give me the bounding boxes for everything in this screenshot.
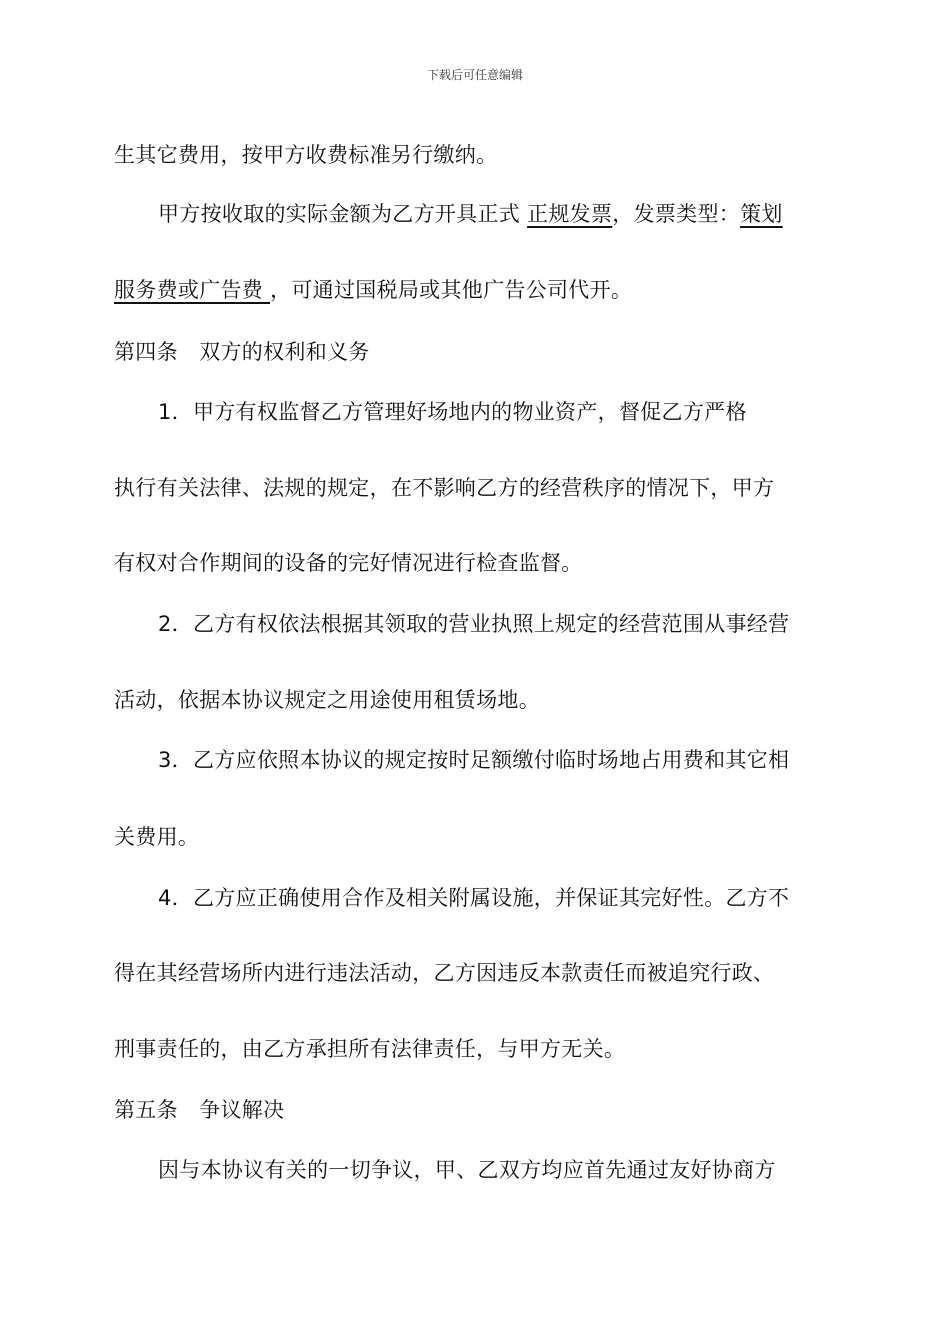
underlined-field-fee-type: 策划 <box>740 202 783 226</box>
clause-1-line-2: 执行有关法律、法规的规定，在不影响乙方的经营秩序的情况下，甲方 <box>114 476 775 500</box>
page-header-note: 下载后可任意编辑 <box>426 68 523 82</box>
dispute-line-1: 因与本协议有关的一切争议，甲、乙双方均应首先通过友好协商方 <box>158 1158 776 1182</box>
text-segment: 甲方按收取的实际金额为乙方开具正式 <box>158 202 528 226</box>
clause-3-line-1: 3．乙方应依照本协议的规定按时足额缴付临时场地占用费和其它相 <box>158 748 790 772</box>
clause-2-line-1: 2．乙方有权依法根据其领取的营业执照上规定的经营范围从事经营 <box>158 612 790 636</box>
clause-2-line-2: 活动，依据本协议规定之用途使用租赁场地。 <box>114 688 540 712</box>
clause-4-line-1: 4．乙方应正确使用合作及相关附属设施，并保证其完好性。乙方不 <box>158 886 790 910</box>
text-segment: ，发票类型： <box>612 202 741 226</box>
section-heading-4: 第四条 双方的权利和义务 <box>114 340 370 364</box>
underlined-field-fee-type-cont: 服务费或广告费 <box>114 278 271 302</box>
clause-3-line-2: 关费用。 <box>114 825 200 849</box>
paragraph-line-invoice <box>158 200 783 228</box>
clause-1-line-1: 1．甲方有权监督乙方管理好场地内的物业资产，督促乙方严格 <box>158 400 747 424</box>
section-heading-5: 第五条 争议解决 <box>114 1098 285 1122</box>
underlined-field-invoice-type: 正规发票 <box>527 202 613 226</box>
clause-4-line-2: 得在其经营场所内进行违法活动，乙方因违反本款责任而被追究行政、 <box>114 961 775 985</box>
paragraph-line-fee <box>114 276 632 304</box>
clause-4-line-3: 刑事责任的，由乙方承担所有法律责任，与甲方无关。 <box>114 1037 626 1061</box>
clause-1-line-3: 有权对合作期间的设备的完好情况进行检查监督。 <box>114 551 583 575</box>
text-segment: ，可通过国税局或其他广告公司代开。 <box>270 278 633 302</box>
paragraph-line: 生其它费用，按甲方收费标准另行缴纳。 <box>114 143 498 167</box>
